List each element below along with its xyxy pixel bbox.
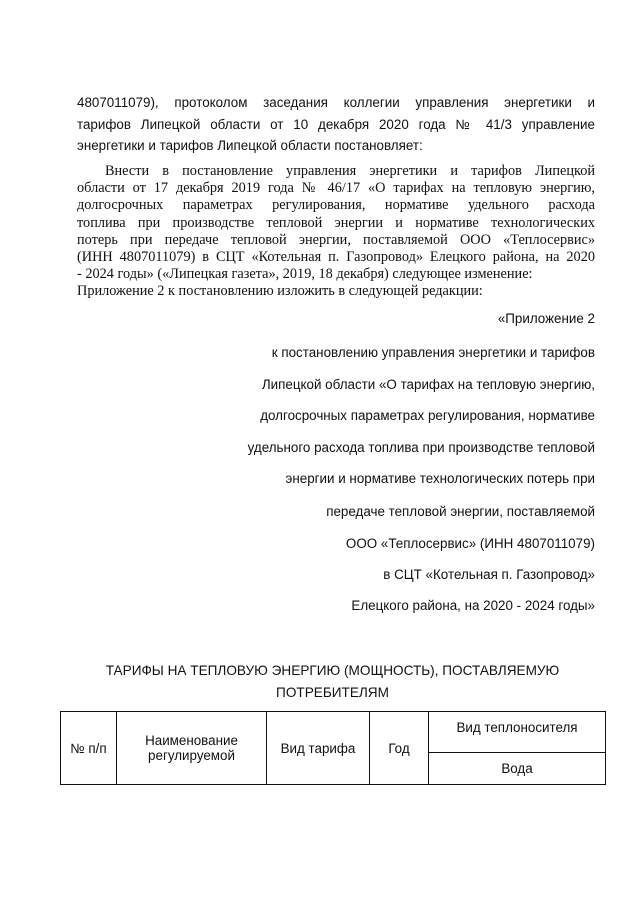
resolution-line: потерь при передаче тепловой энергии, поставляемой ООО «Теплосервис» — [77, 231, 595, 248]
intro-paragraph — [77, 92, 595, 157]
header-water-label: Вода — [501, 761, 533, 776]
header-cell-year — [370, 712, 429, 785]
resolution-line: области от 17 декабря 2019 года № 46/17 «О тарифах на тепловую энергию, — [77, 180, 595, 197]
appendix-line: «Приложение 2 — [497, 311, 595, 326]
intro-line: тарифов Липецкой области от 10 декабря 2020 года № 41/3 управление — [77, 116, 595, 132]
appendix-line: энергии и нормативе технологических потерь при — [285, 471, 595, 486]
appendix-line: передаче тепловой энергии, поставляемой — [326, 504, 595, 519]
header-cell-number — [61, 712, 117, 785]
resolution-line: долгосрочных параметрах регулирования, нормативе удельного расхода — [77, 197, 595, 214]
header-cell-tariff — [267, 712, 370, 785]
resolution-line: Приложение 2 к постановлению изложить в следующей редакции: — [77, 283, 483, 300]
appendix-line: долгосрочных параметрах регулирования, нормативе — [260, 408, 595, 423]
resolution-line: Внести в постановление управления энергетики и тарифов Липецкой — [105, 163, 595, 179]
resolution-line: - 2024 годы» («Липецкая газета», 2019, 18 декабря) следующее изменение: — [77, 266, 533, 283]
header-name-line: Наименование — [145, 733, 238, 748]
appendix-line: Елецкого района, на 2020 - 2024 годы» — [351, 598, 595, 613]
header-cell-name — [117, 712, 267, 785]
appendix-line: удельного расхода топлива при производстве тепловой — [247, 440, 595, 455]
resolution-paragraph — [77, 163, 595, 301]
intro-line: 4807011079), протоколом заседания коллегии управления энергетики и — [77, 95, 595, 110]
tariff-table — [60, 711, 606, 785]
table-title — [60, 660, 605, 704]
header-cell-carrier — [429, 712, 606, 753]
header-number-label: № п/п — [70, 740, 107, 756]
header-carrier-label: Вид теплоносителя — [456, 720, 578, 735]
resolution-line: топлива при производстве тепловой энергии и нормативе технологических — [77, 214, 595, 231]
appendix-line: ООО «Теплосервис» (ИНН 4807011079) — [345, 536, 595, 551]
appendix-line: в СЦТ «Котельная п. Газопровод» — [383, 567, 595, 582]
table-title-line: ПОТРЕБИТЕЛЯМ — [276, 685, 389, 700]
header-year-label: Год — [388, 740, 410, 756]
header-tariff-label: Вид тарифа — [280, 740, 356, 756]
header-cell-water — [429, 753, 606, 785]
header-name-line: регулируемой — [148, 748, 235, 763]
resolution-line: (ИНН 4807011079) в СЦТ «Котельная п. Газопровод» Елецкого района, на 2020 — [77, 249, 595, 266]
intro-line: энергетики и тарифов Липецкой области постановляет: — [77, 138, 423, 153]
appendix-line: к постановлению управления энергетики и тарифов — [271, 345, 595, 360]
appendix-line: Липецкой области «О тарифах на тепловую энергию, — [261, 377, 595, 392]
table-title-line: ТАРИФЫ НА ТЕПЛОВУЮ ЭНЕРГИЮ (МОЩНОСТЬ), ПОСТАВЛЯЕМУЮ — [105, 663, 560, 678]
